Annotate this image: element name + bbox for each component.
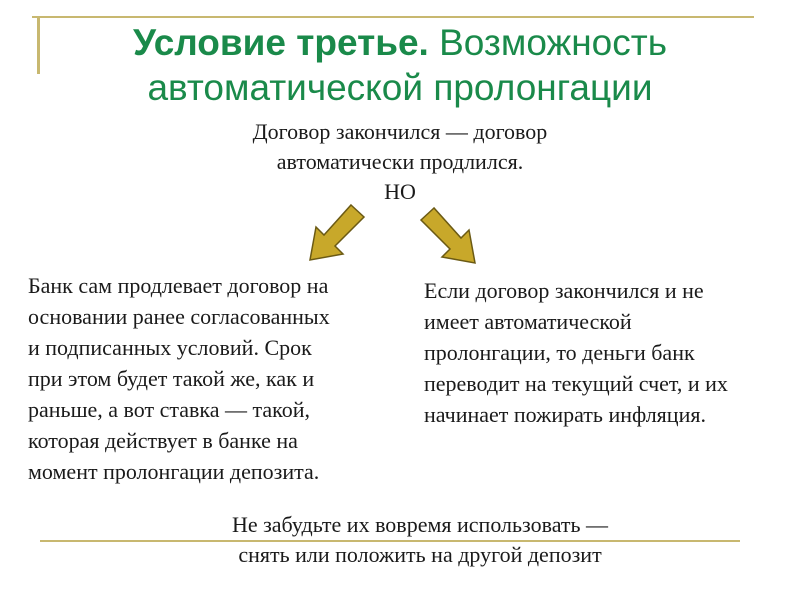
arrow-down-right-icon	[421, 208, 475, 263]
right-line: переводит на текущий счет, и их	[424, 371, 728, 396]
title-bold: Условие третье.	[133, 22, 429, 63]
left-line: момент пролонгации депозита.	[28, 459, 320, 484]
right-line: имеет автоматической	[424, 309, 632, 334]
left-line: и подписанных условий. Срок	[28, 335, 312, 360]
left-line: при этом будет такой же, как и	[28, 366, 315, 391]
right-line: начинает пожирать инфляция.	[424, 402, 706, 427]
left-line: которая действует в банке на	[28, 428, 298, 453]
right-text-block	[424, 275, 784, 430]
right-line: пролонгации, то деньги банк	[424, 340, 695, 365]
title-normal: Возможность автоматической пролонгации	[147, 22, 667, 108]
subtitle-line: Договор закончился — договор	[252, 119, 548, 144]
footer-note	[180, 510, 660, 570]
left-line: основании ранее согласованных	[28, 304, 330, 329]
left-line: раньше, а вот ставка — такой,	[28, 397, 311, 422]
right-line: Если договор закончился и не	[424, 278, 704, 303]
subtitle-line: НО	[384, 179, 416, 204]
footer-line: снять или положить на другой депозит	[238, 542, 602, 567]
subtitle-line: автоматически продлился.	[276, 149, 524, 174]
left-line: Банк сам продлевает договор на	[28, 273, 329, 298]
footer-line: Не забудьте их вовремя использовать —	[231, 512, 609, 537]
left-text-block	[28, 270, 408, 487]
arrow-down-left-icon	[310, 205, 364, 260]
